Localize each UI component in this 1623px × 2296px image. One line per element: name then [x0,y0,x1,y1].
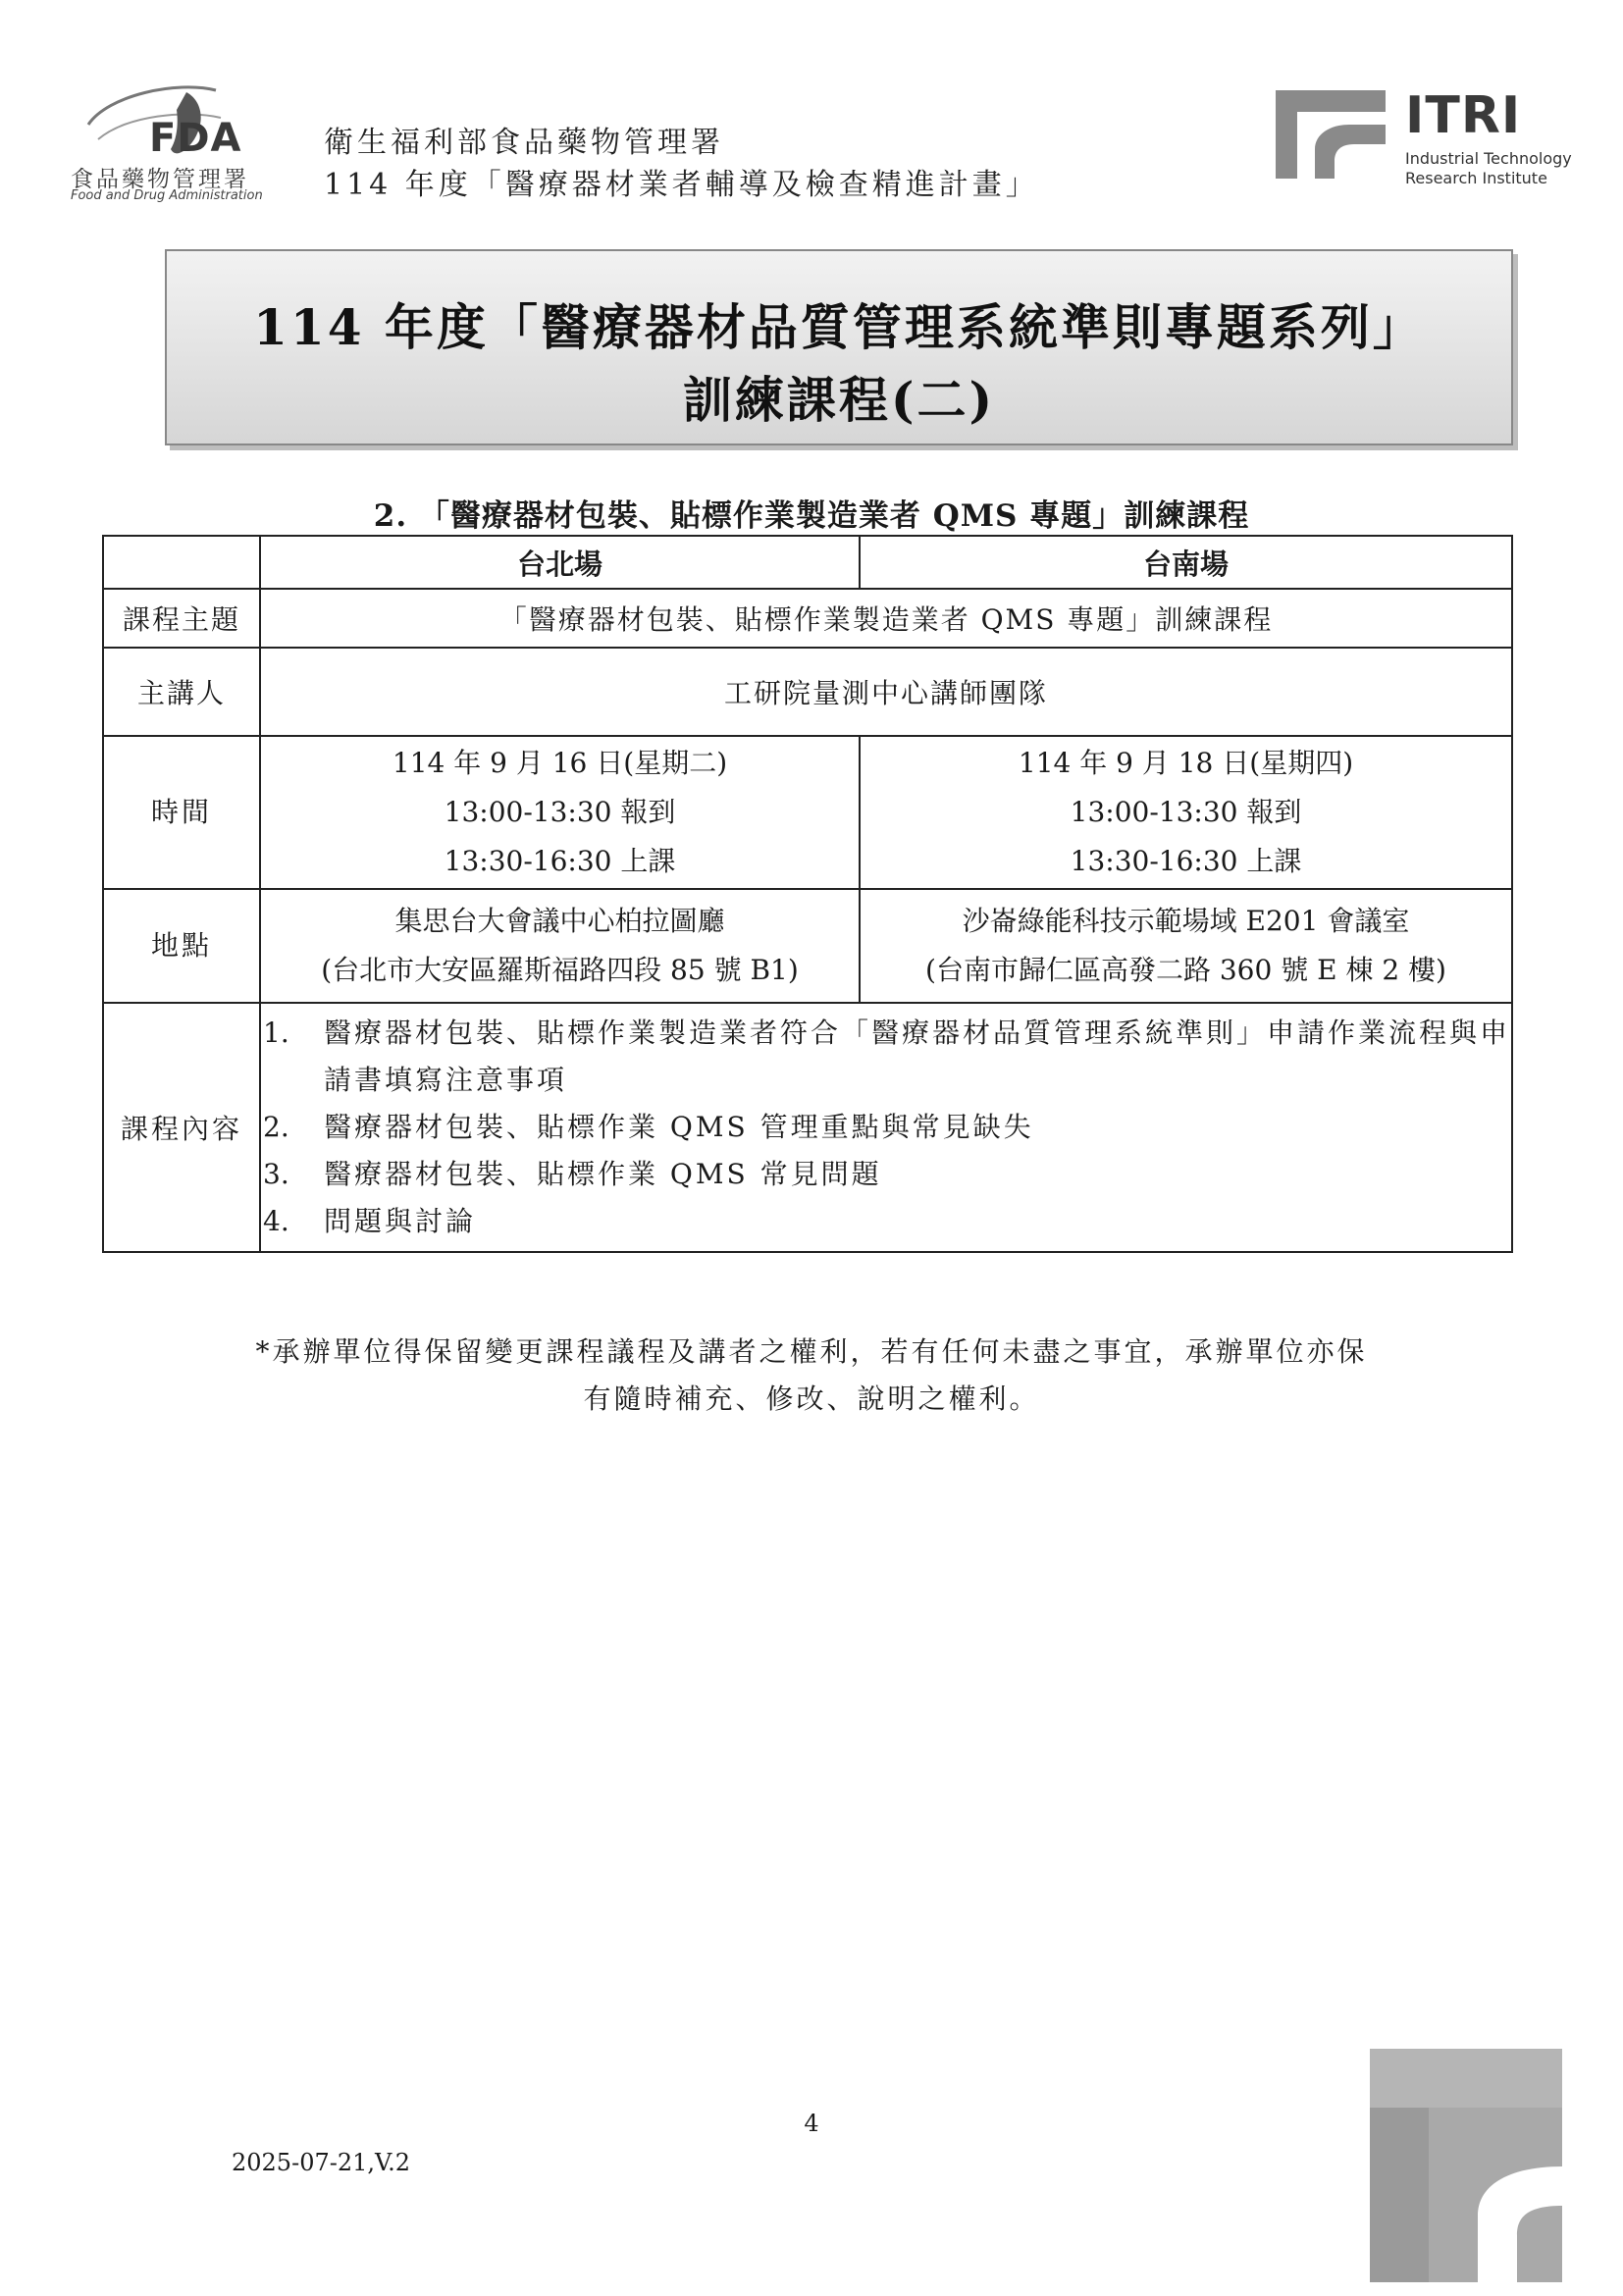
time-taipei [260,736,860,889]
place-taipei-address: (台北市大安區羅斯福路四段 85 號 B1) [321,954,799,986]
table-row-content [103,1003,1512,1252]
list-item [261,1198,1511,1245]
time-taipei-class: 13:30-16:30 上課 [444,845,676,877]
page-number: 4 [804,2110,819,2137]
list-item [261,1151,1511,1198]
table-row-topic [103,589,1512,648]
list-item-text: 醫療器材包裝、貼標作業 QMS 管理重點與常見缺失 [324,1111,1034,1143]
itri-logo-mark [1276,90,1386,179]
list-item [261,1104,1511,1151]
time-tainan [860,736,1512,889]
disclaimer-line-2: 有隨時補充、修改、說明之權利。 [583,1383,1040,1415]
time-taipei-date: 114 年 9 月 16 日(星期二) [392,747,728,779]
banner-title-line-1: 114 年度「醫療器材品質管理系統準則專題系列」 [253,298,1425,356]
time-tainan-checkin: 13:00-13:30 報到 [1070,796,1302,828]
title-banner [165,249,1513,445]
course-table [102,535,1513,1253]
content-label: 課程內容 [103,1003,260,1252]
header-empty-cell [103,536,260,589]
list-item-number: 2. [263,1111,289,1143]
time-tainan-class: 13:30-16:30 上課 [1070,845,1302,877]
place-tainan-venue: 沙崙綠能科技示範場域 E201 會議室 [962,905,1410,937]
table-header-row [103,536,1512,589]
place-tainan [860,889,1512,1003]
content-value [260,1003,1512,1252]
table-row-time [103,736,1512,889]
table-row-place [103,889,1512,1003]
list-item-text: 醫療器材包裝、貼標作業 QMS 常見問題 [324,1158,882,1190]
table-row-speaker [103,648,1512,736]
disclaimer-line-1: *承辦單位得保留變更課程議程及講者之權利，若有任何未盡之事宜，承辦單位亦保 [255,1335,1368,1368]
speaker-label: 主講人 [103,648,260,736]
document-version: 2025-07-21,V.2 [232,2149,411,2176]
time-taipei-checkin: 13:00-13:30 報到 [444,796,676,828]
banner-title-line-2: 訓練課程(二) [682,371,996,429]
speaker-value: 工研院量測中心講師團隊 [260,648,1512,736]
itri-logo-title: ITRI [1405,86,1522,145]
list-item-text: 醫療器材包裝、貼標作業製造業者符合「醫療器材品質管理系統準則」申請作業流程與申請書填寫注意事項 [324,1017,1511,1096]
place-taipei-venue: 集思台大會議中心柏拉圖廳 [394,905,725,937]
itri-logo-subtitle-1: Industrial Technology [1405,149,1572,168]
fda-logo-chinese: 食品藥物管理署 [71,167,249,192]
content-list [261,1004,1511,1251]
list-item [261,1010,1511,1104]
list-item-number: 4. [263,1205,289,1237]
topic-label: 課程主題 [103,589,260,648]
place-tainan-address: (台南市歸仁區高發二路 360 號 E 棟 2 樓) [925,954,1446,986]
fda-logo-english: Food and Drug Administration [71,188,263,203]
list-item-number: 1. [263,1017,289,1049]
header-taipei: 台北場 [260,536,860,589]
org-name: 衛生福利部食品藥物管理署 [324,126,724,160]
time-label: 時間 [103,736,260,889]
fda-logo-text: FDA [149,116,242,161]
itri-corner-mark [1370,2049,1562,2282]
header-tainan: 台南場 [860,536,1512,589]
list-item-text: 問題與討論 [324,1205,477,1237]
list-item-number: 3. [263,1158,289,1190]
place-label: 地點 [103,889,260,1003]
time-tainan-date: 114 年 9 月 18 日(星期四) [1018,747,1354,779]
topic-value: 「醫療器材包裝、貼標作業製造業者 QMS 專題」訓練課程 [260,589,1512,648]
project-name: 114 年度「醫療器材業者輔導及檢查精進計畫」 [324,168,1039,202]
place-taipei [260,889,860,1003]
itri-logo-subtitle-2: Research Institute [1405,169,1547,187]
course-subtitle: 2. 「醫療器材包裝、貼標作業製造業者 QMS 專題」訓練課程 [373,498,1250,534]
